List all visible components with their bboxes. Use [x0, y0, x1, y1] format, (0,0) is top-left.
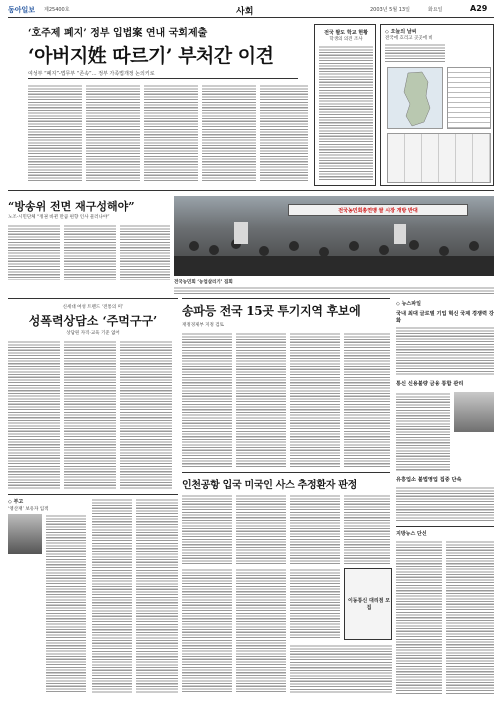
weather-title: ◇ 오늘의 날씨 [385, 29, 417, 35]
bottom-body-col3 [290, 494, 340, 564]
main-headline: 송파등 전국 15곳 투기지역 후보에 [182, 304, 361, 318]
second-headline: “방송위 전면 재구성해야” [8, 200, 135, 213]
news-photo [174, 196, 494, 276]
crowd-illustration-icon [174, 196, 494, 276]
weather-forecast-grid [387, 133, 491, 183]
lead-deck: 여성부 “폐지”-법무부 “존속”… 정부 가족법개정 논의키로 [28, 71, 155, 77]
survey-body [319, 45, 373, 181]
news-brief-portrait [454, 392, 494, 432]
survey-subtitle: 학생의 의견 조사 [329, 37, 363, 42]
lead-headline: ‘아버지姓 따르기’ 부처간 이견 [28, 45, 274, 67]
second-body-col2 [64, 224, 116, 280]
obituary-body [46, 514, 86, 694]
main-body-col1 [182, 332, 232, 468]
corner-rule [396, 526, 494, 527]
news-brief-body3 [396, 486, 494, 522]
feature-kicker: 신세대 여성 트렌드 ‘전통의 미’ [62, 305, 124, 310]
listing-col6 [290, 644, 392, 694]
weather-box [380, 24, 494, 186]
lead-deck-rule [28, 78, 298, 79]
listing-col5 [290, 568, 340, 640]
listing-col2 [136, 498, 178, 694]
photo-caption-body [174, 286, 494, 294]
weather-body [385, 43, 445, 63]
second-body-col1 [8, 224, 60, 280]
main-rule [182, 298, 390, 299]
main-body-col3 [290, 332, 340, 468]
news-brief-body2 [396, 392, 450, 472]
second-body-col3 [120, 224, 170, 280]
masthead-rule [8, 17, 494, 18]
bottom-headline: 인천공항 입국 미국인 사스 추정환자 판정 [182, 480, 358, 491]
feature-headline: 성폭력상담소 ‘주먹구구’ [28, 314, 158, 328]
lead-body-col1 [28, 84, 82, 182]
second-rule [8, 190, 494, 191]
main-body-col2 [236, 332, 286, 468]
lead-body-col2 [86, 84, 140, 182]
main-deck: 재정경제부 지정 검토 [182, 323, 224, 328]
section-title: 사회 [236, 7, 254, 17]
lead-body-col4 [202, 84, 256, 182]
corner-body-col1 [396, 540, 442, 694]
feature-body-col3 [120, 340, 172, 490]
second-deck: 노조·시민단체 “정권 바뀐 만큼 편향 인사 물러나야” [8, 215, 110, 220]
feature-deck: 상담원 자격·교육 기준 없어 [66, 331, 120, 336]
issue-number: 제25400호 [44, 7, 70, 13]
obituary-title: ‘영산재’ 보유자 입적 [8, 507, 49, 512]
obituary-portrait [8, 514, 42, 554]
listing-col4 [236, 568, 286, 694]
ad-text: 이동통신 대리점 모집 [347, 598, 391, 611]
corner-label: 지방뉴스 단신 [396, 531, 427, 537]
paper-name: 동아일보 [8, 6, 36, 14]
weather-table [447, 67, 491, 129]
photo-caption: 전국농민회 ‘농업살리기’ 집회 [174, 280, 233, 285]
advertisement [344, 568, 392, 640]
news-brief-item2: 통신 신용불량 금융 통합 관리 [396, 381, 464, 387]
listing-col1 [92, 498, 132, 694]
weekday: 화요일 [428, 7, 443, 13]
bottom-body-col4 [344, 494, 390, 564]
bottom-body-col1 [182, 494, 232, 564]
obituary-label: ◇ 부고 [8, 499, 24, 505]
news-brief-item1: 국내 최대 글로벌 기업 혁신 국제 경쟁력 강화 [396, 311, 494, 324]
news-brief-label: ◇ 뉴스파일 [396, 301, 421, 307]
corner-body-col2 [446, 540, 494, 694]
lead-body-col3 [144, 84, 198, 182]
photo-banner-text: 전국농민회총연맹 쌀 시장 개방 반대 [338, 208, 418, 214]
feature-body-col2 [64, 340, 116, 490]
obituary-rule [8, 494, 178, 495]
survey-title: 전국 팔도 학교 현황 [324, 30, 368, 36]
news-brief-item3: 유흥업소 불법영업 집중 단속 [396, 477, 462, 483]
listing-col3 [182, 568, 232, 694]
korea-map-icon [388, 68, 444, 130]
lead-body-col5 [260, 84, 308, 182]
main-body-col4 [344, 332, 390, 468]
news-brief-body1 [396, 326, 494, 376]
weather-map [387, 67, 443, 129]
survey-box [314, 24, 376, 186]
weather-subtitle: 전국에 흐리고 곳곳에 비 [385, 36, 433, 41]
feature-rule [8, 298, 178, 299]
feature-body-col1 [8, 340, 60, 490]
masthead [8, 4, 494, 16]
issue-date: 2003년 5월 13일 [370, 7, 410, 13]
bottom-rule [182, 472, 390, 473]
lead-kicker: ‘호주제 폐지’ 정부 입법案 연내 국회제출 [28, 28, 208, 39]
bottom-body-col2 [236, 494, 286, 564]
page-number: A29 [470, 4, 488, 13]
